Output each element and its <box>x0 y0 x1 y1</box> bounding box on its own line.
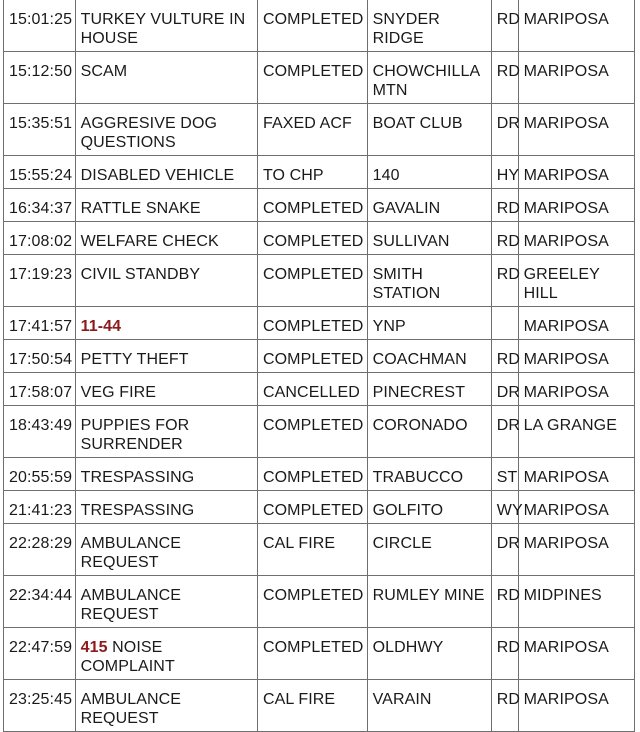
call-type <box>75 340 257 373</box>
call-type-text: PUPPIES FOR SURRENDER <box>80 417 190 453</box>
street-suffix: RD <box>491 628 518 680</box>
call-type-text: AMBULANCE REQUEST <box>80 587 182 623</box>
street-name: SULLIVAN <box>367 222 491 255</box>
call-status: COMPLETED <box>257 255 367 307</box>
street-name: RUMLEY MINE <box>367 576 491 628</box>
street-name: TRABUCCO <box>367 458 491 491</box>
city-name: MARIPOSA <box>518 104 634 156</box>
city-name: LA GRANGE <box>518 406 634 458</box>
street-suffix: RD <box>491 189 518 222</box>
street-name: GOLFITO <box>367 491 491 524</box>
log-row <box>4 189 635 222</box>
street-suffix: RD <box>491 222 518 255</box>
call-log-table <box>3 0 635 732</box>
call-status: CAL FIRE <box>257 524 367 576</box>
log-row <box>4 406 635 458</box>
call-type-text: DISABLED VEHICLE <box>80 167 235 184</box>
call-time: 22:28:29 <box>4 524 76 576</box>
call-code: 415 <box>80 639 108 656</box>
call-type <box>75 52 257 104</box>
street-name: YNP <box>367 307 491 340</box>
call-status: TO CHP <box>257 156 367 189</box>
call-type <box>75 524 257 576</box>
street-suffix: ST <box>491 458 518 491</box>
street-name: SNYDER RIDGE <box>367 0 491 52</box>
street-name: CIRCLE <box>367 524 491 576</box>
call-status: COMPLETED <box>257 491 367 524</box>
city-name: MARIPOSA <box>518 156 634 189</box>
call-time: 20:55:59 <box>4 458 76 491</box>
city-name: MARIPOSA <box>518 222 634 255</box>
call-status: COMPLETED <box>257 307 367 340</box>
call-status: COMPLETED <box>257 0 367 52</box>
city-name: MARIPOSA <box>518 628 634 680</box>
call-type <box>75 680 257 732</box>
street-suffix: RD <box>491 0 518 52</box>
call-status: COMPLETED <box>257 222 367 255</box>
call-type-text: WELFARE CHECK <box>80 233 219 250</box>
call-type <box>75 189 257 222</box>
call-type-text: TRESPASSING <box>80 502 195 519</box>
call-status: COMPLETED <box>257 576 367 628</box>
call-time: 18:43:49 <box>4 406 76 458</box>
call-type <box>75 458 257 491</box>
street-suffix: RD <box>491 255 518 307</box>
call-time: 17:58:07 <box>4 373 76 406</box>
log-row <box>4 156 635 189</box>
call-time: 17:41:57 <box>4 307 76 340</box>
call-type-text: AMBULANCE REQUEST <box>80 535 182 571</box>
log-row <box>4 307 635 340</box>
street-suffix: DR <box>491 104 518 156</box>
street-suffix: DR <box>491 406 518 458</box>
call-type <box>75 373 257 406</box>
street-name: CHOWCHILLA MTN <box>367 52 491 104</box>
call-status: COMPLETED <box>257 406 367 458</box>
street-suffix: DR <box>491 524 518 576</box>
log-row <box>4 491 635 524</box>
call-type <box>75 628 257 680</box>
log-row <box>4 340 635 373</box>
city-name: MARIPOSA <box>518 340 634 373</box>
call-time: 17:50:54 <box>4 340 76 373</box>
call-time: 21:41:23 <box>4 491 76 524</box>
call-type-text: PETTY THEFT <box>80 351 189 368</box>
street-suffix: RD <box>491 680 518 732</box>
street-suffix: RD <box>491 52 518 104</box>
call-time: 22:34:44 <box>4 576 76 628</box>
street-name: PINECREST <box>367 373 491 406</box>
city-name: GREELEY HILL <box>518 255 634 307</box>
call-time: 15:12:50 <box>4 52 76 104</box>
call-type <box>75 307 257 340</box>
call-type <box>75 491 257 524</box>
street-name: GAVALIN <box>367 189 491 222</box>
call-type-text: VEG FIRE <box>80 384 157 401</box>
call-status: COMPLETED <box>257 628 367 680</box>
call-time: 17:08:02 <box>4 222 76 255</box>
city-name: MARIPOSA <box>518 307 634 340</box>
call-type-text: AGGRESIVE DOG QUESTIONS <box>80 115 218 151</box>
log-row <box>4 222 635 255</box>
street-suffix <box>491 307 518 340</box>
street-name: VARAIN <box>367 680 491 732</box>
call-type <box>75 104 257 156</box>
call-type <box>75 0 257 52</box>
street-name: CORONADO <box>367 406 491 458</box>
call-time: 17:19:23 <box>4 255 76 307</box>
log-row <box>4 255 635 307</box>
street-suffix: WY <box>491 491 518 524</box>
city-name: MARIPOSA <box>518 52 634 104</box>
log-row <box>4 0 635 52</box>
call-type-text: SCAM <box>80 63 128 80</box>
call-type-text: CIVIL STANDBY <box>80 266 201 283</box>
log-row <box>4 628 635 680</box>
city-name: MARIPOSA <box>518 680 634 732</box>
call-status: COMPLETED <box>257 52 367 104</box>
call-status: CANCELLED <box>257 373 367 406</box>
call-type-text: RATTLE SNAKE <box>80 200 201 217</box>
call-time: 16:34:37 <box>4 189 76 222</box>
log-row <box>4 104 635 156</box>
call-type-text: NOISE COMPLAINT <box>80 639 175 675</box>
call-time: 22:47:59 <box>4 628 76 680</box>
street-name: 140 <box>367 156 491 189</box>
log-row <box>4 680 635 732</box>
log-row <box>4 458 635 491</box>
call-status: FAXED ACF <box>257 104 367 156</box>
call-type-text: TRESPASSING <box>80 469 195 486</box>
city-name: MARIPOSA <box>518 491 634 524</box>
street-name: OLDHWY <box>367 628 491 680</box>
call-time: 15:01:25 <box>4 0 76 52</box>
city-name: MARIPOSA <box>518 458 634 491</box>
log-row <box>4 576 635 628</box>
call-status: COMPLETED <box>257 189 367 222</box>
call-type-text: TURKEY VULTURE IN HOUSE <box>80 11 246 47</box>
call-status: COMPLETED <box>257 458 367 491</box>
street-suffix: RD <box>491 576 518 628</box>
call-type <box>75 255 257 307</box>
call-type <box>75 222 257 255</box>
street-name: BOAT CLUB <box>367 104 491 156</box>
street-suffix: DR <box>491 373 518 406</box>
call-log-body <box>4 0 635 732</box>
street-name: SMITH STATION <box>367 255 491 307</box>
call-type-text: AMBULANCE REQUEST <box>80 691 182 727</box>
call-time: 15:55:24 <box>4 156 76 189</box>
call-type <box>75 156 257 189</box>
call-time: 15:35:51 <box>4 104 76 156</box>
log-row <box>4 52 635 104</box>
call-type <box>75 406 257 458</box>
city-name: MARIPOSA <box>518 0 634 52</box>
city-name: MARIPOSA <box>518 189 634 222</box>
call-time: 23:25:45 <box>4 680 76 732</box>
city-name: MIDPINES <box>518 576 634 628</box>
log-row <box>4 524 635 576</box>
city-name: MARIPOSA <box>518 524 634 576</box>
call-status: CAL FIRE <box>257 680 367 732</box>
street-suffix: HY <box>491 156 518 189</box>
street-name: COACHMAN <box>367 340 491 373</box>
log-row <box>4 373 635 406</box>
call-type <box>75 576 257 628</box>
call-status: COMPLETED <box>257 340 367 373</box>
city-name: MARIPOSA <box>518 373 634 406</box>
street-suffix: RD <box>491 340 518 373</box>
call-code: 11-44 <box>80 318 122 335</box>
